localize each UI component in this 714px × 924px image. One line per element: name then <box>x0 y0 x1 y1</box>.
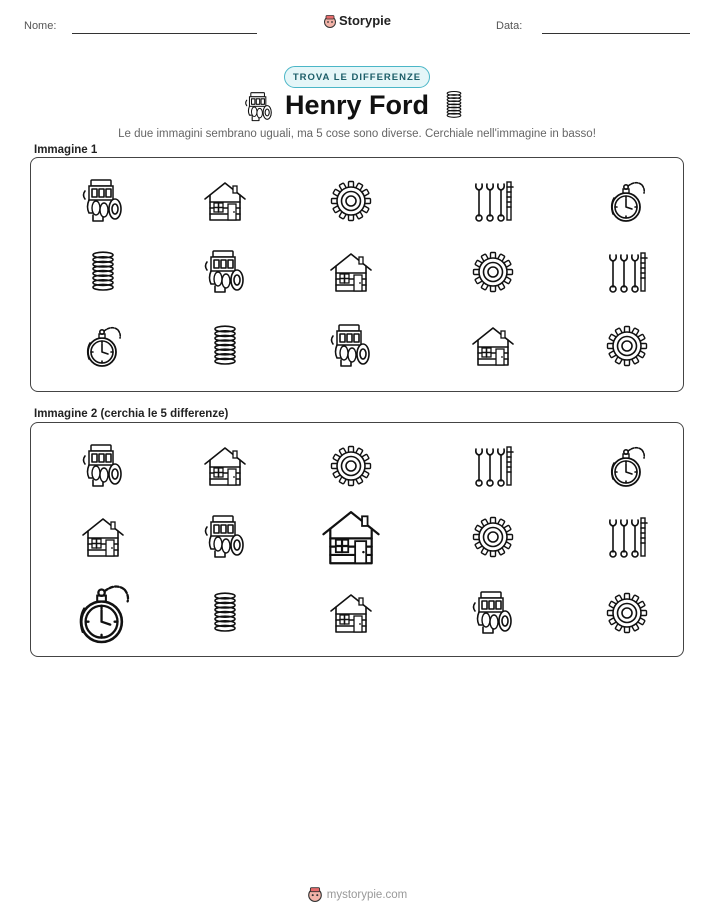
date-label: Data: <box>496 20 523 32</box>
spring-icon <box>90 250 116 294</box>
gear-icon[interactable] <box>471 515 515 559</box>
brand-name: Storypie <box>338 13 391 28</box>
gear-icon <box>605 324 649 368</box>
gear-icon[interactable] <box>329 444 373 488</box>
engine-icon[interactable] <box>203 513 247 561</box>
gear-icon[interactable] <box>605 591 649 635</box>
spring-icon <box>212 324 238 368</box>
spring-icon <box>444 90 464 125</box>
spring-icon[interactable] <box>212 591 238 635</box>
house-icon <box>469 324 517 368</box>
tools-icon[interactable] <box>605 514 649 560</box>
tools-icon <box>471 178 515 224</box>
date-field[interactable] <box>542 33 690 34</box>
house-icon <box>327 250 375 294</box>
house-icon[interactable] <box>327 591 375 635</box>
image1-panel <box>30 157 684 392</box>
page-title: Henry Ford <box>284 90 430 120</box>
tools-icon[interactable] <box>471 443 515 489</box>
image1-label: Immagine 1 <box>34 144 98 156</box>
gear-icon <box>471 250 515 294</box>
engine-icon <box>329 322 373 370</box>
footer <box>0 886 714 905</box>
engine-icon <box>81 177 125 225</box>
footer-url: mystorypie.com <box>326 889 408 901</box>
activity-badge: TROVA LE DIFFERENZE <box>284 66 430 88</box>
brand-logo <box>0 13 714 31</box>
instructions: Le due immagini sembrano uguali, ma 5 cose sono diverse. Cerchiale nell'immagine in basso! <box>118 128 596 140</box>
image2-label: Immagine 2 (cerchia le 5 differenze) <box>34 408 229 420</box>
engine-icon[interactable] <box>81 442 125 490</box>
tools-icon <box>605 249 649 295</box>
house-icon[interactable] <box>318 507 384 568</box>
name-field[interactable] <box>72 33 257 34</box>
pocket-watch-icon <box>604 177 650 225</box>
pocket-watch-icon[interactable] <box>70 578 137 648</box>
image2-panel[interactable] <box>30 422 684 657</box>
engine-icon <box>203 248 247 296</box>
pocket-watch-icon[interactable] <box>604 442 650 490</box>
house-icon[interactable] <box>201 444 249 488</box>
engine-icon[interactable] <box>471 589 515 637</box>
storypie-logo-icon <box>307 886 323 905</box>
pocket-watch-icon <box>80 322 126 370</box>
gear-icon <box>329 179 373 223</box>
name-label: Nome: <box>24 20 57 32</box>
house-icon[interactable] <box>79 515 127 559</box>
storypie-logo-icon <box>323 14 337 31</box>
house-icon <box>201 179 249 223</box>
